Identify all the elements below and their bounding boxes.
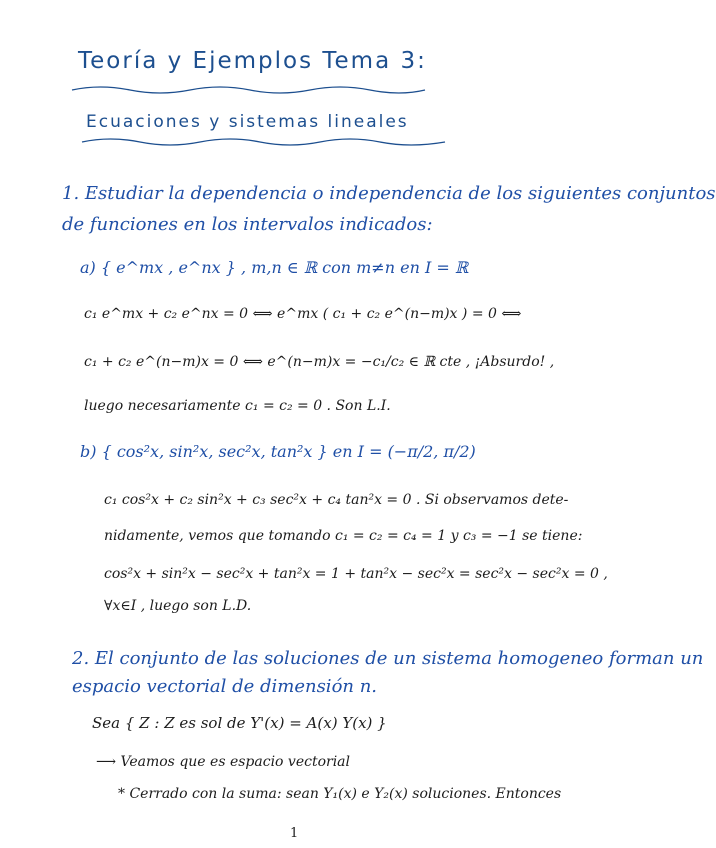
page-number: 1 xyxy=(290,826,299,841)
section1-heading-line1: 1. Estudiar la dependencia o independencia de los siguientes conjuntos xyxy=(62,183,716,204)
subtitle-underline xyxy=(80,134,450,148)
page-subtitle: Ecuaciones y sistemas lineales xyxy=(86,112,409,132)
section1-heading-line2: de funciones en los intervalos indicados: xyxy=(62,214,433,235)
part-a-label: a) { e^mx , e^nx } , m,n ∈ ℝ con m≠n en I = ℝ xyxy=(80,258,469,277)
part-a-eq1: c₁ e^mx + c₂ e^nx = 0 ⟺ e^mx ( c₁ + c₂ e^(n−m)x ) = 0 ⟺ xyxy=(84,306,522,322)
part-b-conclusion: ∀x∈I , luego son L.D. xyxy=(104,598,252,614)
part-b-eq1: c₁ cos²x + c₂ sin²x + c₃ sec²x + c₄ tan²x = 0 . Si observamos dete- xyxy=(104,492,569,508)
title-underline xyxy=(70,82,430,96)
section2-heading-line1: 2. El conjunto de las soluciones de un sistema homogeneo forman un xyxy=(72,648,704,669)
part-a-conclusion: luego necesariamente c₁ = c₂ = 0 . Son L.I. xyxy=(84,398,391,414)
part-b-label: b) { cos²x, sin²x, sec²x, tan²x } en I = (−π/2, π/2) xyxy=(80,442,476,461)
part-b-eq3: cos²x + sin²x − sec²x + tan²x = 1 + tan²x − sec²x = sec²x − sec²x = 0 , xyxy=(104,566,608,582)
section2-step1: ⟶ Veamos que es espacio vectorial xyxy=(96,754,351,770)
page-title: Teoría y Ejemplos Tema 3: xyxy=(78,48,427,74)
section2-heading-line2: espacio vectorial de dimensión n. xyxy=(72,676,378,697)
part-b-eq2: nidamente, vemos que tomando c₁ = c₂ = c₄ = 1 y c₃ = −1 se tiene: xyxy=(104,528,583,544)
part-a-eq2: c₁ + c₂ e^(n−m)x = 0 ⟺ e^(n−m)x = −c₁/c₂ ∈ ℝ cte , ¡Absurdo! , xyxy=(84,354,555,370)
section2-step2: * Cerrado con la suma: sean Y₁(x) e Y₂(x) soluciones. Entonces xyxy=(118,786,562,802)
section2-definition: Sea { Z : Z es sol de Y'(x) = A(x) Y(x) } xyxy=(92,714,387,732)
